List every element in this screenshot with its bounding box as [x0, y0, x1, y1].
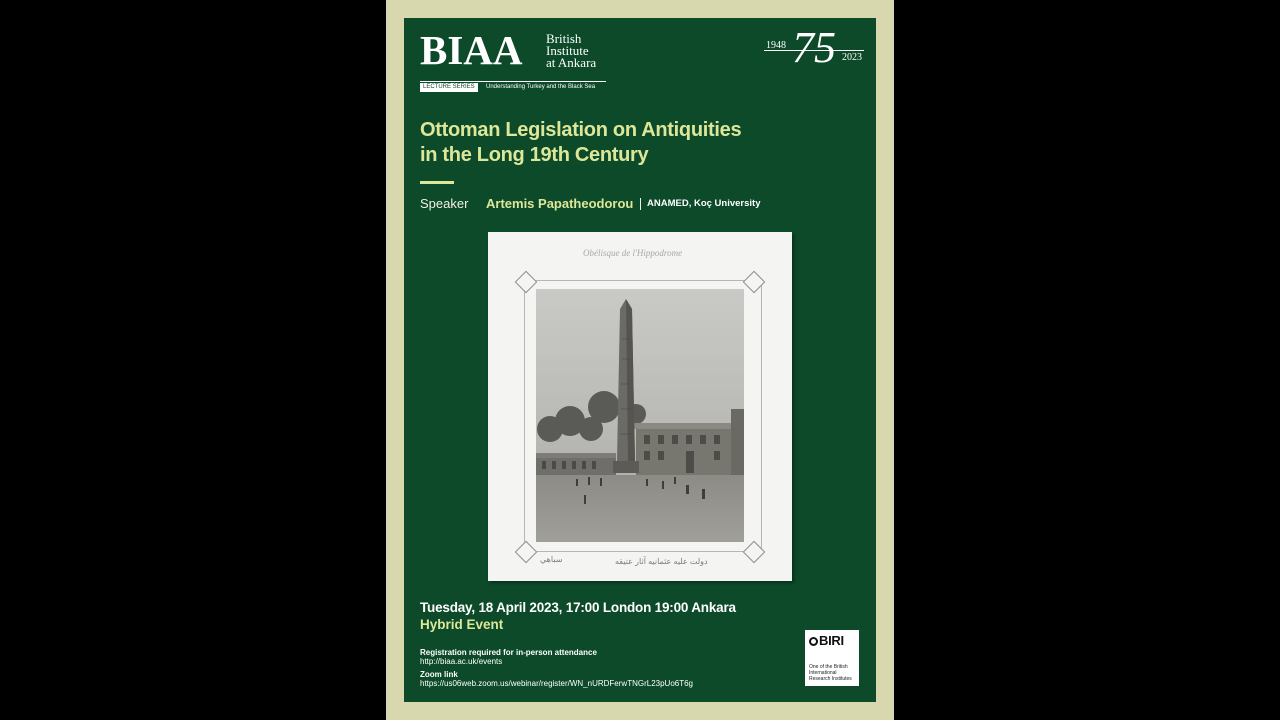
event-format: Hybrid Event: [420, 617, 504, 632]
anniversary-number: 75: [792, 23, 836, 72]
speaker-label: Speaker: [420, 196, 469, 211]
historic-photo-card: [488, 232, 792, 581]
zoom-heading: Zoom link: [420, 670, 458, 679]
ottoman-inscription: ﺩﻭﻟﺖ ﻋﻠﻴﻪ ﻋﺜﻤﺎﻧﻴﻪ ﺁﺛﺎﺭ ﻋﺘﻴﻘﻪ: [615, 557, 708, 566]
registration-heading: Registration required for in-person attendance: [420, 648, 597, 657]
event-poster: [404, 18, 876, 702]
ottoman-inscription-left: ﺳﺒﺎﻫﻲ: [540, 555, 563, 564]
anniversary-start-year: 1948: [766, 40, 786, 51]
obelisk-photo-image: [536, 289, 744, 542]
event-title: Ottoman Legislation on Antiquities in the Long 19th Century: [420, 119, 742, 166]
institute-name: British Institute at Ankara: [546, 31, 597, 70]
photo-caption: Obélisque de l'Hippodrome: [583, 248, 683, 258]
speaker-name: Artemis Papatheodorou: [486, 196, 634, 211]
registration-link[interactable]: http://biaa.ac.uk/events: [420, 657, 503, 666]
speaker-separator: [640, 198, 641, 210]
event-date-time: Tuesday, 18 April 2023, 17:00 London 19:00 Ankara: [420, 600, 736, 615]
biri-description: One of the British International Research Institutes: [809, 664, 852, 682]
biaa-logo: BIAA: [420, 27, 523, 73]
speaker-row: [420, 196, 860, 214]
biri-mark-icon: [809, 637, 818, 646]
series-topic: Understanding Turkey and the Black Sea: [486, 84, 596, 90]
speaker-affiliation: ANAMED, Koç University: [647, 198, 761, 209]
obelisk-photo: [536, 289, 744, 542]
anniversary-end-year: 2023: [842, 52, 862, 63]
title-rule: [420, 181, 454, 184]
series-label: LECTURE SERIES: [420, 83, 478, 92]
biri-logo: BIRI: [809, 633, 844, 648]
zoom-link[interactable]: https://us06web.zoom.us/webinar/register/WN_nURDFerwTNGrL23pUo6T6g: [420, 679, 693, 688]
lecture-series-bar: [420, 81, 606, 92]
biri-badge: [805, 630, 859, 686]
anniversary-mark: [764, 24, 866, 74]
